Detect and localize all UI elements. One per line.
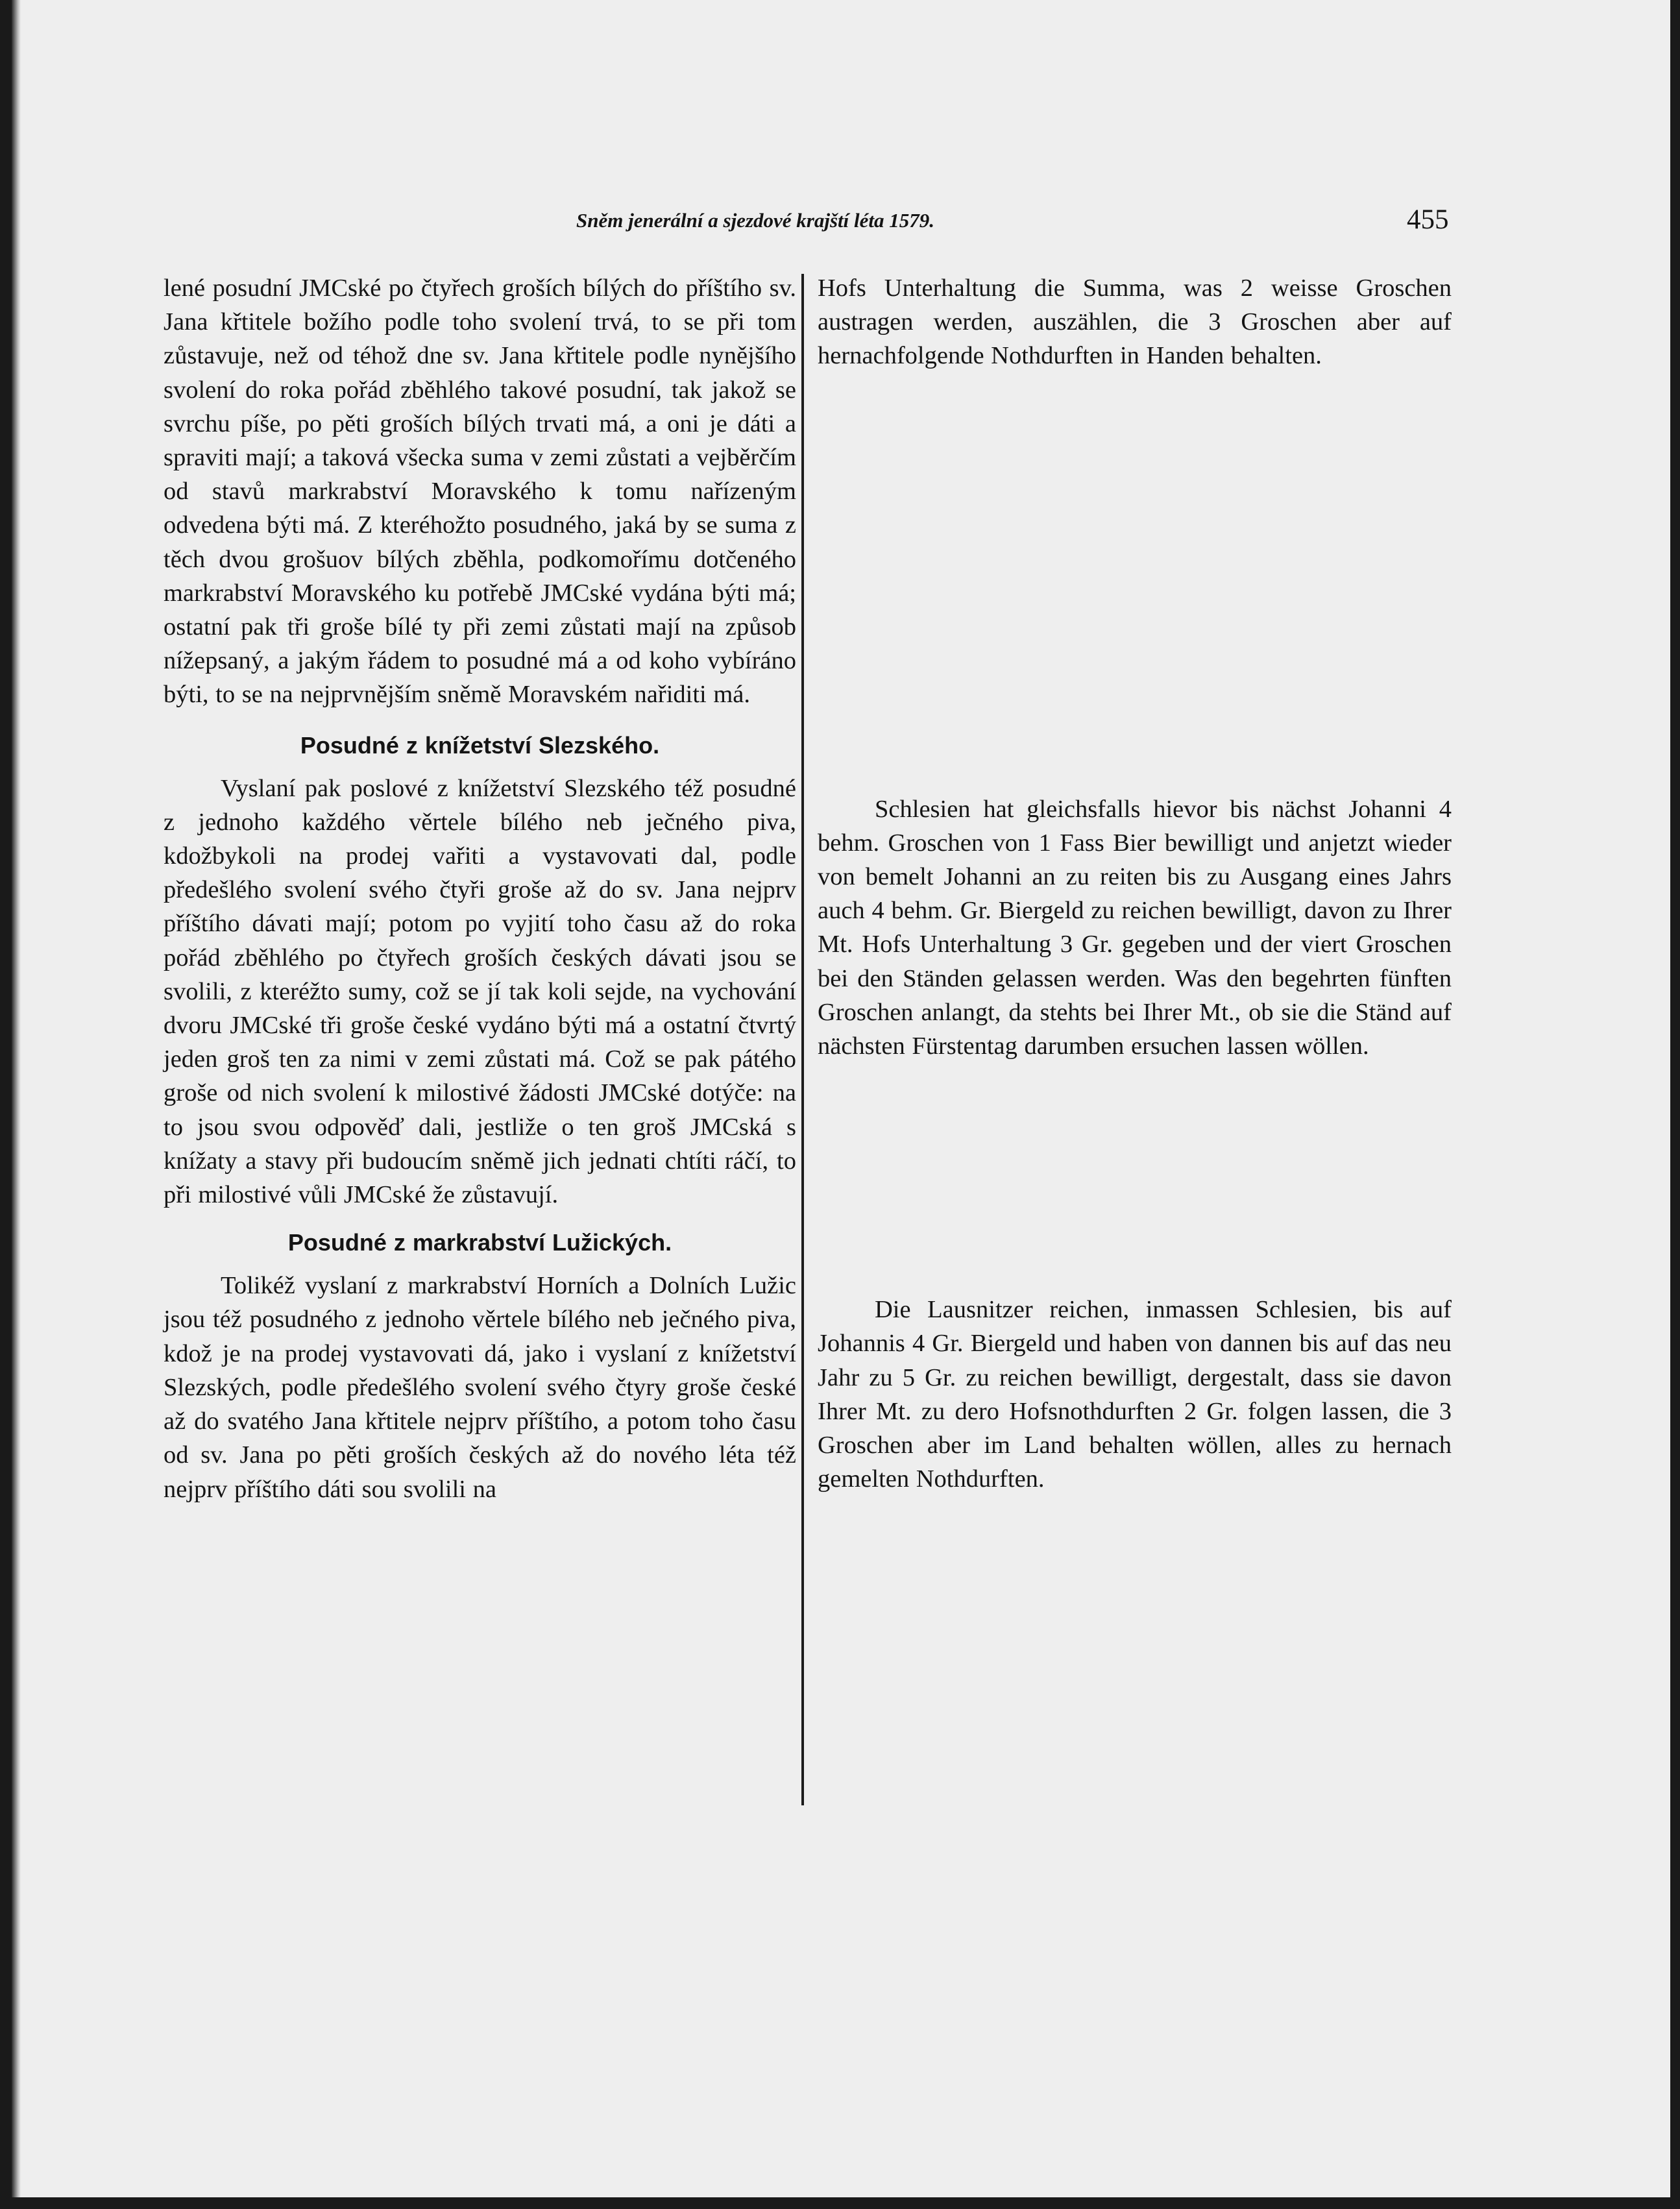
heading-lusatia: Posudné z markrabství Lužických. [287, 1229, 672, 1256]
page-number: 455 [1407, 204, 1449, 235]
german-silesia-paragraph: Schlesien hat gleichsfalls hievor bis nächst Johanni 4 behm. Groschen von 1 Fass Bier bewilligt und anjetzt wieder von bemelt Johanni an zu reiten bis zu Ausgang eines Jahrs auch 4 behm. Gr. Biergeld zu reichen bewilligt, davon zu Ihrer Mt. Hofs Unterhaltung 3 Gr. gegeben und der viert Groschen bei den Ständen gelassen werden. Was den begehrten fünften Groschen anlangt, da stehts bei Ihrer Mt., ob sie die Ständ auf nächsten Fürstentag darumben ersuchen lassen wöllen. [818, 795, 1452, 1060]
czech-intro-paragraph: lené posudní JMCské po čtyřech groších bílých do příštího sv. Jana křtitele božího podle toho svolení trvá, to se při tom zůstavuje, než od téhož dne sv. Jana křtitele podle nynějšího svolení do roka pořád zběhlého takové posudní, tak jakož se svrchu píše, po pěti groších bílých trvati má, a oni je dáti a spraviti mají; a taková všecka suma v zemi zůstati a vejběrčím od stavů markrabství Moravského k tomu nařízeným odvedena býti má. Z kteréhožto posudného, jaká by se suma z těch dvou grošuov bílých zběhla, podkomořímu dotčeného markrabství Moravského ku potřebě JMCské vydána býti má; ostatní pak tři groše bílé ty při zemi zůstati mají na způsob nížepsaný, a jakým řádem to posudné má a od koho vybíráno býti, to se na nejprvnějším sněmě Moravském nařiditi má. [164, 275, 796, 709]
czech-silesia-paragraph: Vyslaní pak poslové z knížetství Slezského též posudné z jednoho každého věrtele bílého neb ječného piva, kdožbykoli na prodej vařiti a vystavovati dal, podle předešlého svolení svého čtyři groše až do sv. Jana nejprv příštího dávati mají; potom po vyjití toho času až do roka pořád zběhlého po čtyřech groších českých dávati jsou se svolili, z kteréžto sumy, což se jí tak koli sejde, na vychování dvoru JMCské tři groše české vydáno býti má a ostatní čtvrtý jeden groš ten za nimi v zemi zůstati má. Což se pak pátého groše od nich svolení k milostivé žádosti JMCské dotýče: na to jsou svou odpověď dali, jestliže o ten groš JMCská s knížaty a stavy při budoucím sněmě jich jednati chtíti ráčí, to při milostivé vůli JMCské že zůstavují. [164, 774, 796, 1209]
spacer [818, 1063, 1452, 1293]
page-header [12, 206, 1670, 239]
czech-lusatia-paragraph: Tolikéž vyslaní z markrabství Horních a Dolních Lužic jsou též posudného z jednoho věrtele bílého neb ječného piva, kdož je na prodej vystavovati dá, jako i vyslaní z knížetství Slezských, podle předešlého svolení svého čtyry groše české až do svatého Jana křtitele nejprv příštího, a potom toho času od sv. Jana po pěti groších českých až do nového léta též nejprv příštího dáti sou svolili na [164, 1272, 796, 1503]
german-column [818, 271, 1452, 1496]
spacer [164, 1260, 796, 1269]
german-lusatia-paragraph: Die Lausnitzer reichen, inmassen Schlesien, bis auf Johannis 4 Gr. Biergeld und haben von dannen bis auf das neu Jahr zu 5 Gr. zu reichen bewilligt, dergestalt, dass sie davon Ihrer Mt. zu dero Hofsnothdurften 2 Gr. folgen lassen, die 3 Groschen aber im Land behalten wöllen, alles zu hernach gemelten Nothdurften. [818, 1296, 1452, 1493]
scanned-page [12, 0, 1670, 2197]
heading-silesia: Posudné z knížetství Slezského. [300, 731, 660, 759]
czech-column [164, 271, 796, 1506]
running-title: Sněm jenerální a sjezdové krajští léta 1579. [576, 209, 934, 232]
spacer [818, 373, 1452, 792]
page-edge-shadow [12, 0, 21, 2197]
spacer [164, 1212, 796, 1226]
german-intro-paragraph: Hofs Unterhaltung die Summa, was 2 weisse Groschen austragen werden, auszählen, die 3 Groschen aber auf hernachfolgende Nothdurften in Handen behalten. [818, 275, 1452, 370]
spacer [164, 712, 796, 729]
column-divider [801, 274, 804, 1805]
spacer [164, 763, 796, 772]
